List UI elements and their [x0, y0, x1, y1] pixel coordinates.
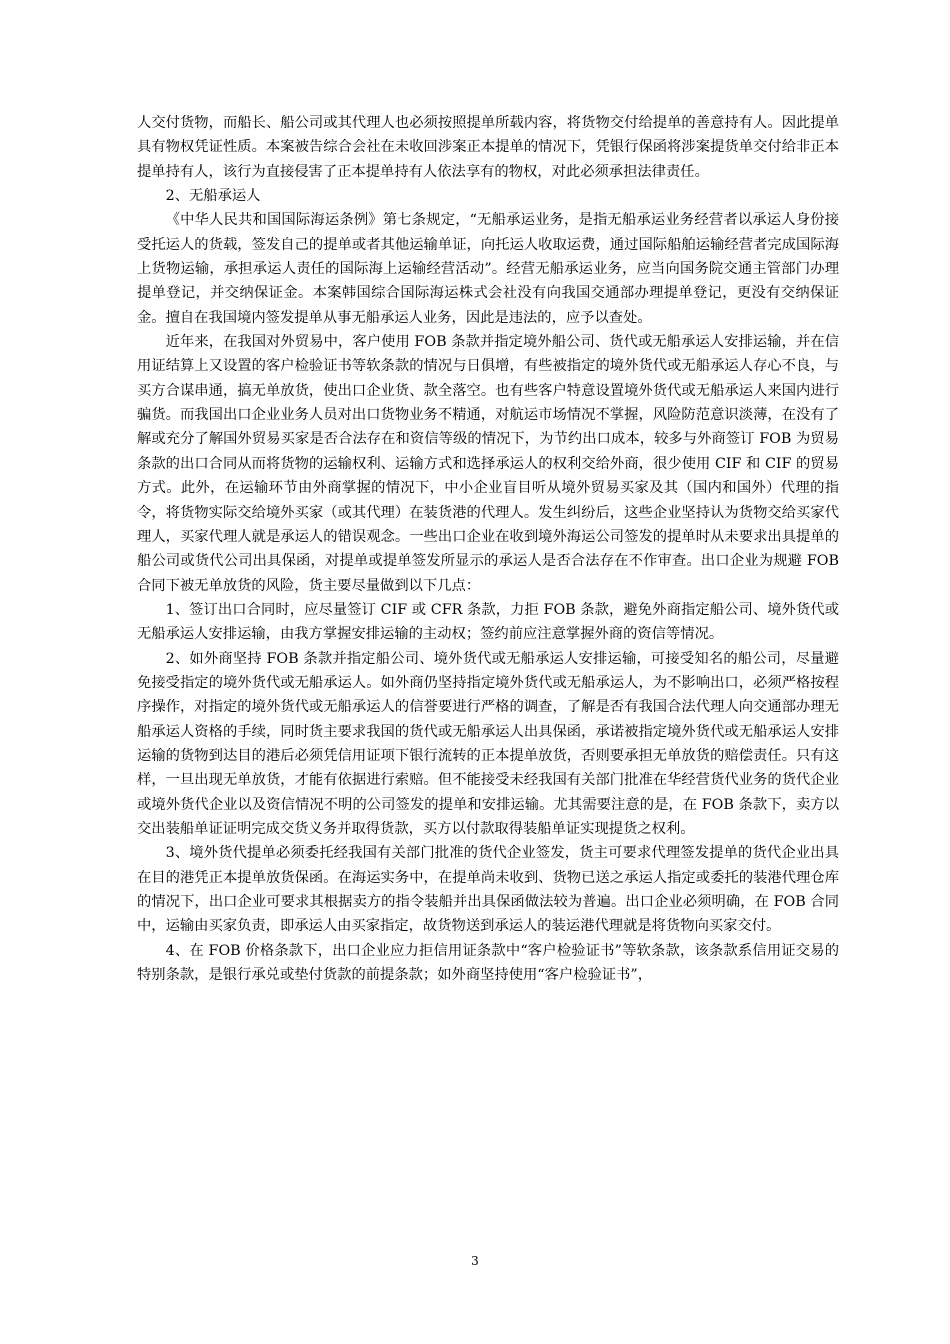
list-item-4: 4、在 FOB 价格条款下，出口企业应力拒信用证条款中“客户检验证书”等软条款，该条款系信用证交易的特别条款，是银行承兑或垫付货款的前提条款；如外商坚持使用“客户检验证书”，: [137, 942, 839, 984]
paragraph-fob-risk: 近年来，在我国对外贸易中，客户使用 FOB 条款并指定境外船公司、货代或无船承运人安排运输，并在信用证结算上又设置的客户检验证书等软条款的情况与日俱增，有些被指定的境外货代或无船承运人存心不良，与买方合谋串通，搞无单放货，使出口企业货、款全落空。也有些客户特意设置境外货代或无船承运人来国内进行骗货。而我国出口企业业务人员对出口货物业务不精通，对航运市场情况不掌握，风险防范意识淡薄，在没有了解或充分了解国外贸易买家是否合法存在和资信等级的情况下，为节约出口成本，较多与外商签订 FOB 为贸易条款的出口合同从而将货物的运输权利、运输方式和选择承运人的权利交给外商，很少使用 CIF 和 CIF 的贸易方式。此外，在运输环节由外商掌握的情况下，中小企业盲目听从境外贸易买家及其（国内和国外）代理的指令，将货物实际交给境外买家（或其代理）在装货港的代理人。发生纠纷后，这些企业坚持认为货物交给买家代理人，买家代理人就是承运人的错误观念。一些出口企业在收到境外海运公司签发的提单时从未要求出具提单的船公司或货代公司出具保函，对提单或提单签发所显示的承运人是否合法存在不作审查。出口企业为规避 FOB 合同下被无单放货的风险，货主要尽量做到以下几点：: [137, 334, 839, 594]
list-item-2: 2、如外商坚持 FOB 条款并指定船公司、境外货代或无船承运人安排运输，可接受知名的船公司，尽量避免接受指定的境外货代或无船承运人。如外商仍坚持指定境外货代或无船承运人，为不影响出口，必须严格按程序操作，对指定的境外货代或无船承运人的信誉要进行严格的调查，了解是否有我国合法代理人向交通部办理无船承运人资格的手续，同时货主要求我国的货代或无船承运人出具保函，承诺被指定境外货代或无船承运人安排运输的货物到达目的港后必须凭信用证项下银行流转的正本提单放货，否则要承担无单放货的赔偿责任。只有这样，一旦出现无单放货，才能有依据进行索赔。但不能接受未经我国有关部门批准在华经营货代业务的货代企业或境外货代企业以及资信情况不明的公司签发的提单和安排运输。尤其需要注意的是，在 FOB 条款下，卖方以交出装船单证证明完成交货义务并取得货款，买方以付款取得装船单证实现提货之权利。: [137, 650, 839, 837]
paragraph-regulation: 《中华人民共和国国际海运条例》第七条规定，“无船承运业务，是指无船承运业务经营者以承运人身份接受托运人的货载，签发自己的提单或者其他运输单证，向托运人收取运费，通过国际船舶运输经营者完成国际海上货物运输，承担承运人责任的国际海上运输经营活动”。经营无船承运业务，应当向国务院交通主管部门办理提单登记，并交纳保证金。本案韩国综合国际海运株式会社没有向我国交通部办理提单登记，更没有交纳保证金。擅自在我国境内签发提单从事无船承运人业务，因此是违法的，应予以查处。: [137, 212, 839, 326]
document-body: [137, 111, 839, 987]
page-number: 3: [471, 1254, 479, 1268]
paragraph-continuation: 人交付货物，而船长、船公司或其代理人也必须按照提单所载内容，将货物交付给提单的善意持有人。因此提单具有物权凭证性质。本案被告综合会社在未收回涉案正本提单的情况下，凭银行保函将涉案提货单交付给非正本提单持有人，该行为直接侵害了正本提单持有人依法享有的物权，对此必须承担法律责任。: [137, 115, 839, 180]
list-item-1: 1、签订出口合同时，应尽量签订 CIF 或 CFR 条款，力拒 FOB 条款，避免外商指定船公司、境外货代或无船承运人安排运输，由我方掌握安排运输的主动权；签约前应注意掌握外商的资信等情况。: [137, 601, 839, 643]
section-heading-nvocc: 2、无船承运人: [165, 188, 261, 205]
list-item-3: 3、境外货代提单必须委托经我国有关部门批准的货代企业签发，货主可要求代理签发提单的货代企业出具在目的港凭正本提单放货保函。在海运实务中，在提单尚未收到、货物已送之承运人指定或委托的装港代理仓库的情况下，出口企业可要求其根据卖方的指令装船并出具保函做法较为普遍。出口企业必须明确，在 FOB 合同中，运输由买家负责，即承运人由买家指定，故货物送到承运人的装运港代理就是将货物向买家交付。: [137, 845, 839, 935]
